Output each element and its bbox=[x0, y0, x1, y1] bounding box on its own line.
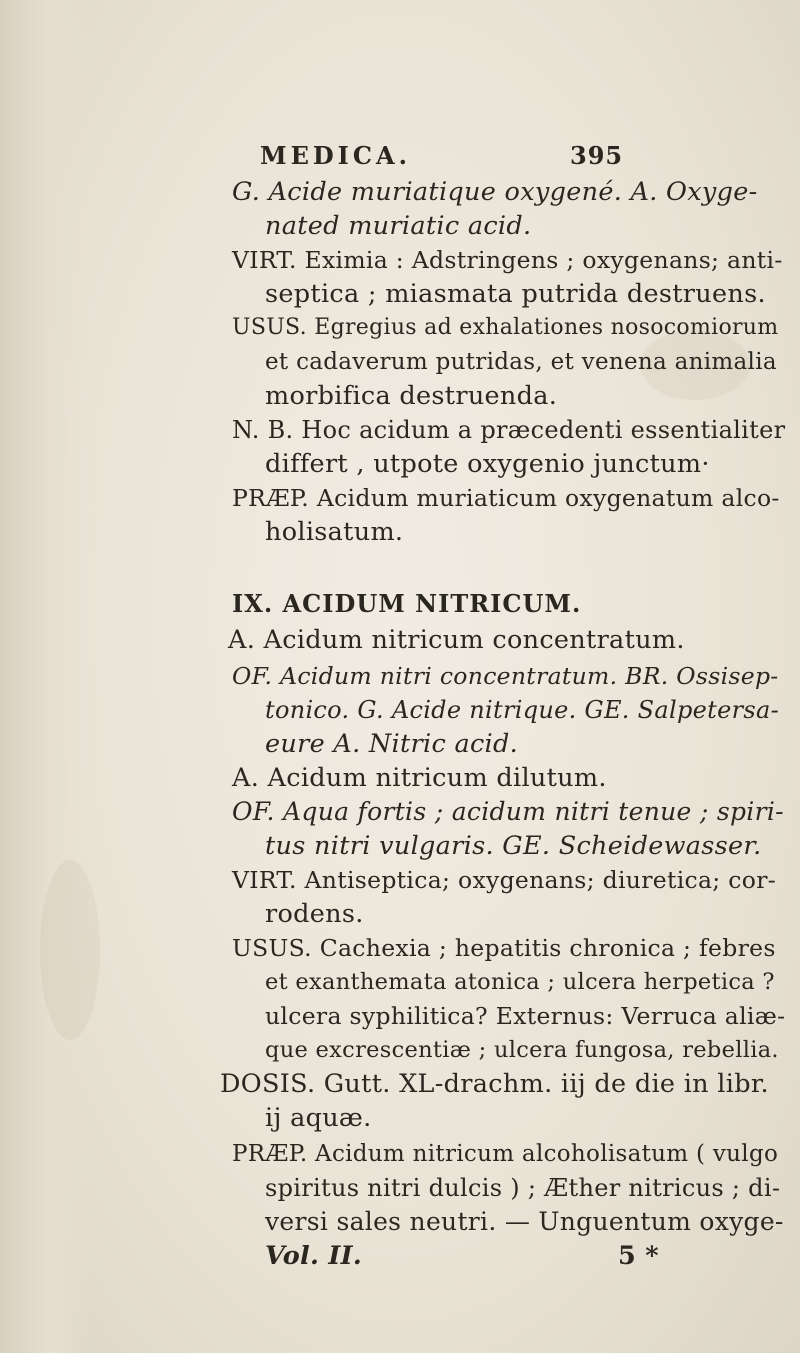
text-line: PRÆP. Acidum nitricum alcoholisatum ( vulgo bbox=[232, 1141, 779, 1167]
text-line: USUS. Egregius ad exhalationes nosocomiorum bbox=[232, 315, 779, 340]
page-edge-shadow bbox=[0, 0, 90, 1353]
text-line: tus nitri vulgaris. GE. Scheidewasser. bbox=[265, 831, 762, 861]
text-line: VIRT. Eximia : Adstringens ; oxygenans; anti- bbox=[232, 246, 783, 274]
page-number: 395 bbox=[570, 141, 624, 170]
text-line: tonico. G. Acide nitrique. GE. Salpetersa- bbox=[265, 696, 779, 724]
text-line: que excrescentiæ ; ulcera fungosa, rebellia. bbox=[265, 1037, 779, 1063]
text-line: morbifica destruenda. bbox=[265, 381, 558, 411]
text-line: eure A. Nitric acid. bbox=[265, 729, 519, 759]
volume-label: Vol. II. bbox=[265, 1241, 363, 1271]
text-line: versi sales neutri. — Unguentum oxyge- bbox=[265, 1207, 784, 1236]
text-line: ulcera syphilitica? Externus: Verruca aliæ- bbox=[265, 1002, 786, 1030]
text-line: septica ; miasmata putrida destruens. bbox=[265, 279, 766, 309]
text-line: et exanthemata atonica ; ulcera herpetica ? bbox=[265, 969, 775, 995]
text-line: ij aquæ. bbox=[265, 1103, 372, 1133]
text-line: VIRT. Antiseptica; oxygenans; diuretica; cor- bbox=[232, 866, 776, 894]
text-line: nated muriatic acid. bbox=[265, 211, 532, 241]
text-line: rodens. bbox=[265, 899, 364, 929]
text-line: PRÆP. Acidum muriaticum oxygenatum alco- bbox=[232, 484, 780, 512]
text-line: G. Acide muriatique oxygené. A. Oxyge- bbox=[232, 177, 758, 207]
text-line: spiritus nitri dulcis ) ; Æther nitricus ; di- bbox=[265, 1174, 781, 1202]
paper-stain bbox=[40, 860, 100, 1040]
text-line: et cadaverum putridas, et venena animalia bbox=[265, 349, 777, 375]
section-heading: IX. ACIDUM NITRICUM. bbox=[232, 589, 582, 618]
text-line: OF. Aqua fortis ; acidum nitri tenue ; spiri- bbox=[232, 797, 784, 826]
text-line: A. Acidum nitricum dilutum. bbox=[232, 763, 607, 793]
text-line: differt , utpote oxygenio junctum· bbox=[265, 449, 710, 479]
text-line: USUS. Cachexia ; hepatitis chronica ; febres bbox=[232, 934, 776, 962]
running-title: MEDICA. bbox=[260, 141, 411, 170]
text-line: A. Acidum nitricum concentratum. bbox=[228, 625, 685, 655]
text-line: DOSIS. Gutt. XL-drachm. iij de die in libr. bbox=[220, 1069, 769, 1099]
text-line: holisatum. bbox=[265, 517, 404, 547]
text-line: N. B. Hoc acidum a præcedenti essentialiter bbox=[232, 416, 786, 444]
signature-mark: 5 * bbox=[618, 1241, 659, 1271]
text-line: OF. Acidum nitri concentratum. BR. Ossisep- bbox=[232, 662, 779, 690]
